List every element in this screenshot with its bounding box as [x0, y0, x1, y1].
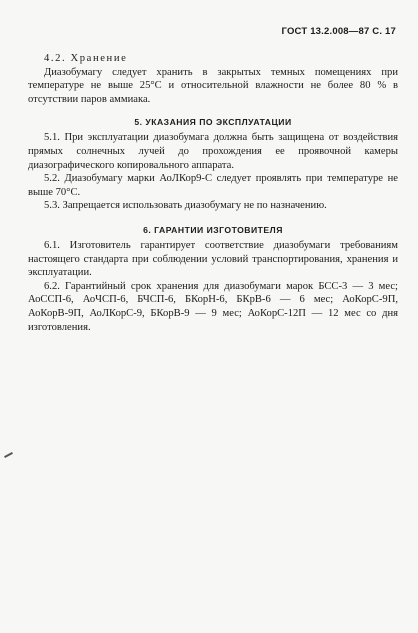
- paragraph-6-1: 6.1. Изготовитель гарантирует соответствие диазобумаги требованиям настоящего стандарта при соблюдении условий транспортирования, хранения и эксплуатации.: [28, 239, 398, 279]
- margin-mark: [4, 452, 13, 458]
- paragraph-6-2: 6.2. Гарантийный срок хранения для диазобумаги марок БСС-3 — 3 мес; АоССП-6, АоЧСП-6, БЧСП-6, БКорН-6, БКрВ-6 — 6 мес; АоКорС-9П, АоКорВ-9П, АоЛКорС-9, БКорВ-9 — 9 мес; АоКорС-12П — 12 мес со дня изготовления.: [28, 280, 398, 333]
- page-header: ГОСТ 13.2.008—87 С. 17: [281, 26, 396, 37]
- page-content: [28, 52, 398, 334]
- paragraph-5-2: 5.2. Диазобумагу марки АоЛКор9-С следует проявлять при температуре не выше 70°С.: [28, 173, 398, 198]
- storage-paragraph: Диазобумагу следует хранить в закрытых темных помещениях при температуре не выше 25°С и относительной влажности не более 80 % в отсутствии паров аммиака.: [28, 66, 398, 105]
- section-5-title: 5. УКАЗАНИЯ ПО ЭКСПЛУАТАЦИИ: [134, 117, 292, 128]
- section-6-title: 6. ГАРАНТИИ ИЗГОТОВИТЕЛЯ: [143, 224, 283, 235]
- paragraph-5-3: 5.3. Запрещается использовать диазобумагу не по назначению.: [44, 200, 327, 212]
- paragraph-5-1: 5.1. При эксплуатации диазобумага должна быть защищена от воздействия прямых солнечных лучей до прохождения ее проявочной камеры диазографического копировального аппарата.: [28, 132, 398, 171]
- storage-heading: 4.2. Хранение: [44, 53, 128, 64]
